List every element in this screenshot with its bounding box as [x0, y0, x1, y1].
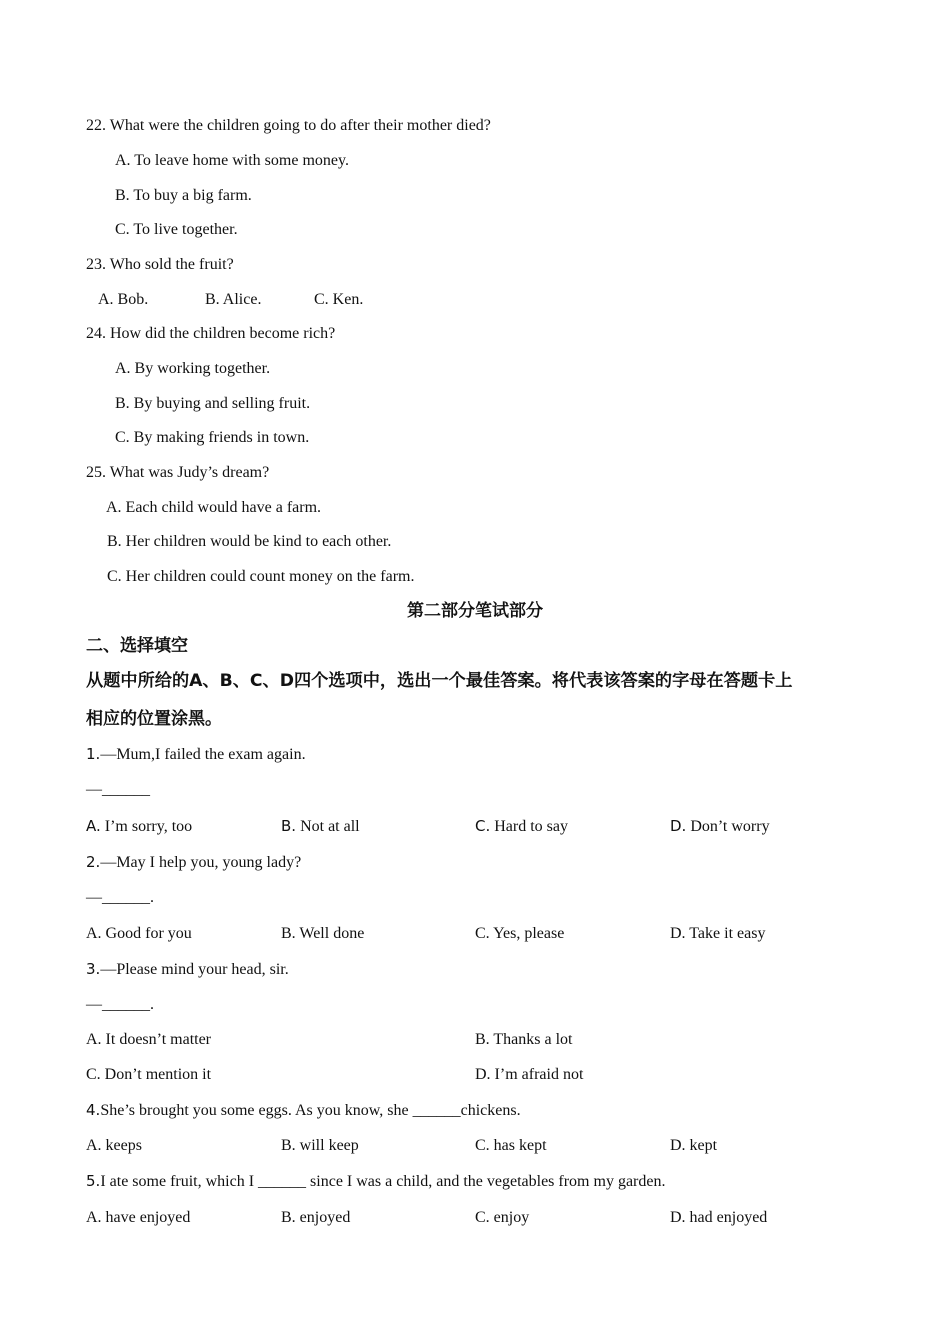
q1-option-c-text: Hard to say: [494, 818, 569, 835]
q3-reply-blank: —______.: [86, 996, 154, 1013]
q24-option-a: A. By working together.: [115, 360, 271, 377]
q22-option-a: A. To leave home with some money.: [115, 152, 349, 169]
q2-question: [86, 852, 301, 873]
q22-question: 22. What were the children going to do after their mother died?: [86, 117, 491, 134]
q5-question: [86, 1171, 665, 1192]
q4-number: 4.: [86, 1101, 101, 1119]
q2-option-b: B. Well done: [281, 925, 365, 942]
q1-option-a-letter: A.: [86, 817, 101, 835]
q4-option-a: A. keeps: [86, 1137, 142, 1154]
q1-option-d: [670, 816, 770, 837]
q24-option-c: C. By making friends in town.: [115, 429, 310, 446]
part2-title: 第二部分笔试部分: [407, 601, 543, 621]
q5-option-c: C. enjoy: [475, 1209, 530, 1226]
q2-text: —May I help you, young lady?: [100, 854, 302, 871]
q23-option-a: A. Bob.: [98, 291, 149, 308]
q1-reply-blank: —______: [86, 781, 150, 798]
q5-option-d: D. had enjoyed: [670, 1209, 768, 1226]
q5-number: 5.: [86, 1172, 101, 1190]
q23-question: 23. Who sold the fruit?: [86, 256, 234, 273]
q4-question: [86, 1100, 521, 1121]
q2-number: 2.: [86, 853, 101, 871]
q1-number: 1.: [86, 745, 101, 763]
q1-question: [86, 744, 306, 765]
q3-option-a: A. It doesn’t matter: [86, 1031, 212, 1048]
q3-text: —Please mind your head, sir.: [100, 961, 289, 978]
q4-option-d: D. kept: [670, 1137, 718, 1154]
q24-option-b: B. By buying and selling fruit.: [115, 395, 311, 412]
q1-option-d-letter: D.: [670, 817, 687, 835]
q5-option-a: A. have enjoyed: [86, 1209, 191, 1226]
q3-option-d: D. I’m afraid not: [475, 1066, 584, 1083]
q3-option-c: C. Don’t mention it: [86, 1066, 212, 1083]
q3-question: [86, 959, 289, 980]
q4-text: She’s brought you some eggs. As you know, she ______chickens.: [100, 1102, 521, 1119]
q24-question: 24. How did the children become rich?: [86, 325, 336, 342]
section-heading: 二、选择填空: [86, 636, 188, 656]
q25-option-b: B. Her children would be kind to each other.: [107, 533, 392, 550]
q1-option-a: [86, 816, 192, 837]
q23-option-b: B. Alice.: [205, 291, 262, 308]
q5-text: I ate some fruit, which I ______ since I was a child, and the vegetables from my garden.: [100, 1173, 666, 1190]
q1-option-b-text: Not at all: [300, 818, 360, 835]
q1-option-b-letter: B.: [281, 817, 297, 835]
instruction-line-2: 相应的位置涂黑。: [86, 709, 222, 729]
q3-option-b: B. Thanks a lot: [475, 1031, 573, 1048]
q23-option-c: C. Ken.: [314, 291, 364, 308]
q5-option-b: B. enjoyed: [281, 1209, 351, 1226]
q1-option-d-text: Don’t worry: [690, 818, 770, 835]
q2-option-c: C. Yes, please: [475, 925, 565, 942]
q1-text: —Mum,I failed the exam again.: [100, 746, 306, 763]
q3-number: 3.: [86, 960, 101, 978]
q22-option-b: B. To buy a big farm.: [115, 187, 252, 204]
q2-option-d: D. Take it easy: [670, 925, 766, 942]
q25-question: 25. What was Judy’s dream?: [86, 464, 270, 481]
q25-option-c: C. Her children could count money on the farm.: [107, 568, 415, 585]
q2-option-a: A. Good for you: [86, 925, 192, 942]
q25-option-a: A. Each child would have a farm.: [106, 499, 322, 516]
q1-option-b: [281, 816, 360, 837]
instruction-line-1: 从题中所给的A、B、C、D四个选项中，选出一个最佳答案。将代表该答案的字母在答题卡上: [86, 671, 793, 691]
q1-option-c: [475, 816, 568, 837]
q1-option-c-letter: C.: [475, 817, 491, 835]
q2-reply-blank: —______.: [86, 889, 154, 906]
q22-option-c: C. To live together.: [115, 221, 238, 238]
q4-option-b: B. will keep: [281, 1137, 359, 1154]
q4-option-c: C. has kept: [475, 1137, 547, 1154]
q1-option-a-text: I’m sorry, too: [104, 818, 193, 835]
